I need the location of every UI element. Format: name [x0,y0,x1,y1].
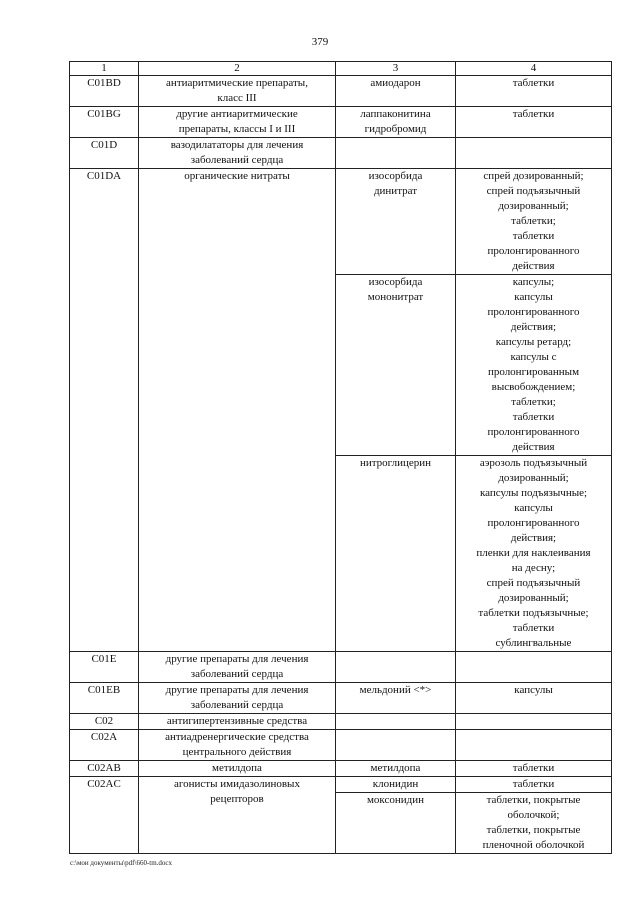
group-name-cell [139,138,336,169]
group-name-line: заболеваний сердца [190,154,284,166]
dosage-form-cell [456,714,612,730]
dosage-form-cell [456,138,612,169]
dosage-form-line: капсулы ретард; [495,336,572,348]
group-name-line: другие препараты для лечения [165,684,309,696]
group-name-line: другие антиаритмические [176,108,298,120]
group-name-line: класс III [217,92,257,104]
drug-classification-table [69,61,612,854]
group-name-line: органические нитраты [184,170,290,182]
atc-code-cell: C02AC [70,777,139,854]
dosage-form-line: дозированный; [498,200,569,212]
drug-name-cell [336,683,456,714]
drug-name-line: мельдоний <*> [359,684,432,696]
dosage-form-line: таблетки [512,411,555,423]
column-header-drug: 3 [336,62,456,76]
dosage-form-cell [456,652,612,683]
dosage-form-line: таблетки [512,622,555,634]
dosage-form-line: таблетки, покрытые [486,824,581,836]
dosage-form-cell [456,730,612,761]
group-name-line: рецепторов [210,793,264,805]
drug-name-cell [336,138,456,169]
atc-code-cell: C02AB [70,761,139,777]
dosage-form-cell [456,76,612,107]
drug-name-line: изосорбида [368,170,423,182]
dosage-form-line: дозированный; [498,472,569,484]
dosage-form-line: таблетки [512,230,555,242]
dosage-form-line: капсулы [514,502,553,514]
page-number: 379 [311,36,329,48]
table-row [70,683,612,714]
drug-name-cell [336,107,456,138]
drug-name-line: моксонидин [366,794,425,806]
dosage-form-cell [456,169,612,275]
dosage-form-cell [456,275,612,456]
group-name-cell [139,169,336,652]
drug-name-cell [336,761,456,777]
drug-name-line: мононитрат [367,291,424,303]
dosage-form-line: пролонгированного [487,306,580,318]
group-name-cell [139,777,336,854]
dosage-form-line: таблетки [512,77,555,89]
dosage-form-line: капсулы; [512,276,555,288]
table-body [70,76,612,854]
table-row [70,169,612,275]
group-name-cell [139,761,336,777]
dosage-form-line: пленки для наклеивания [476,547,591,559]
drug-name-cell [336,275,456,456]
drug-name-line: клонидин [372,778,419,790]
group-name-line: метилдопа [212,762,262,774]
dosage-form-line: пролонгированного [487,517,580,529]
dosage-form-line: спрей подъязычный [486,577,581,589]
dosage-form-cell [456,793,612,854]
dosage-form-line: таблетки [512,108,555,120]
table-row [70,76,612,107]
group-name-cell [139,730,336,761]
dosage-form-line: действия [512,441,555,453]
group-name-cell [139,714,336,730]
drug-name-line: динитрат [373,185,418,197]
dosage-form-line: дозированный; [498,592,569,604]
group-name-line: агонисты имидазолиновых [174,778,300,790]
group-name-line: антиаритмические препараты, [166,77,308,89]
atc-code-cell: C01E [70,652,139,683]
table-row [70,730,612,761]
column-header-group: 2 [139,62,336,76]
dosage-form-line: таблетки подъязычные; [478,607,589,619]
group-name-cell [139,76,336,107]
dosage-form-line: таблетки; [511,215,556,227]
drug-name-cell [336,169,456,275]
dosage-form-line: пленочной оболочкой [482,839,585,851]
table-row [70,652,612,683]
dosage-form-line: высвобождением; [491,381,576,393]
dosage-form-cell [456,761,612,777]
dosage-form-line: аэрозоль подъязычный [479,457,588,469]
drug-name-cell [336,652,456,683]
dosage-form-line: капсулы подъязычные; [479,487,588,499]
drug-name-cell [336,456,456,652]
dosage-form-line: пролонгированным [487,366,580,378]
dosage-form-line: сублингвальные [495,637,572,649]
drug-name-cell [336,714,456,730]
drug-name-line: амиодарон [370,77,421,89]
dosage-form-line: спрей подъязычный [486,185,581,197]
group-name-cell [139,683,336,714]
dosage-form-line: капсулы с [510,351,557,363]
atc-code-cell: C01BG [70,107,139,138]
dosage-form-line: оболочкой; [507,809,560,821]
dosage-form-line: таблетки [512,762,555,774]
drug-name-line: нитроглицерин [359,457,432,469]
drug-name-cell [336,777,456,793]
dosage-form-line: действия; [510,321,557,333]
table-row [70,107,612,138]
table-row [70,714,612,730]
group-name-line: центрального действия [182,746,292,758]
group-name-line: препараты, классы I и III [178,123,296,135]
column-header-code: 1 [70,62,139,76]
table-header-row [70,62,612,76]
drug-name-line: изосорбида [368,276,423,288]
drug-name-line: лаппаконитина [360,108,431,120]
atc-code-cell: C01EB [70,683,139,714]
atc-code-cell: C02 [70,714,139,730]
atc-code-cell: C01D [70,138,139,169]
dosage-form-line: действия; [510,532,557,544]
group-name-line: заболеваний сердца [190,699,284,711]
table-row [70,777,612,793]
dosage-form-line: действия [512,260,555,272]
group-name-line: антигипертензивные средства [166,715,308,727]
group-name-line: вазодилататоры для лечения [170,139,304,151]
group-name-line: антиадренергические средства [165,731,309,743]
drug-name-cell [336,730,456,761]
drug-name-cell [336,793,456,854]
column-header-form: 4 [456,62,612,76]
drug-name-line: гидробромид [364,123,427,135]
atc-code-cell: C01BD [70,76,139,107]
dosage-form-cell [456,777,612,793]
atc-code-cell: C01DA [70,169,139,652]
dosage-form-line: пролонгированного [487,426,580,438]
file-path-footer: c:\мои документы\pdf\660-tm.docx [70,859,173,867]
drug-name-cell [336,76,456,107]
dosage-form-line: таблетки [512,778,555,790]
group-name-line: заболеваний сердца [190,668,284,680]
dosage-form-line: таблетки; [511,396,556,408]
dosage-form-cell [456,456,612,652]
dosage-form-line: таблетки, покрытые [486,794,581,806]
table-row [70,761,612,777]
dosage-form-line: капсулы [514,684,553,696]
atc-code-cell: C02A [70,730,139,761]
group-name-cell [139,107,336,138]
group-name-line: другие препараты для лечения [165,653,309,665]
group-name-cell [139,652,336,683]
dosage-form-line: на десну; [511,562,556,574]
table-row [70,138,612,169]
dosage-form-line: пролонгированного [487,245,580,257]
drug-name-line: метилдопа [370,762,421,774]
dosage-form-cell [456,683,612,714]
dosage-form-line: спрей дозированный; [483,170,584,182]
dosage-form-line: капсулы [514,291,553,303]
dosage-form-cell [456,107,612,138]
